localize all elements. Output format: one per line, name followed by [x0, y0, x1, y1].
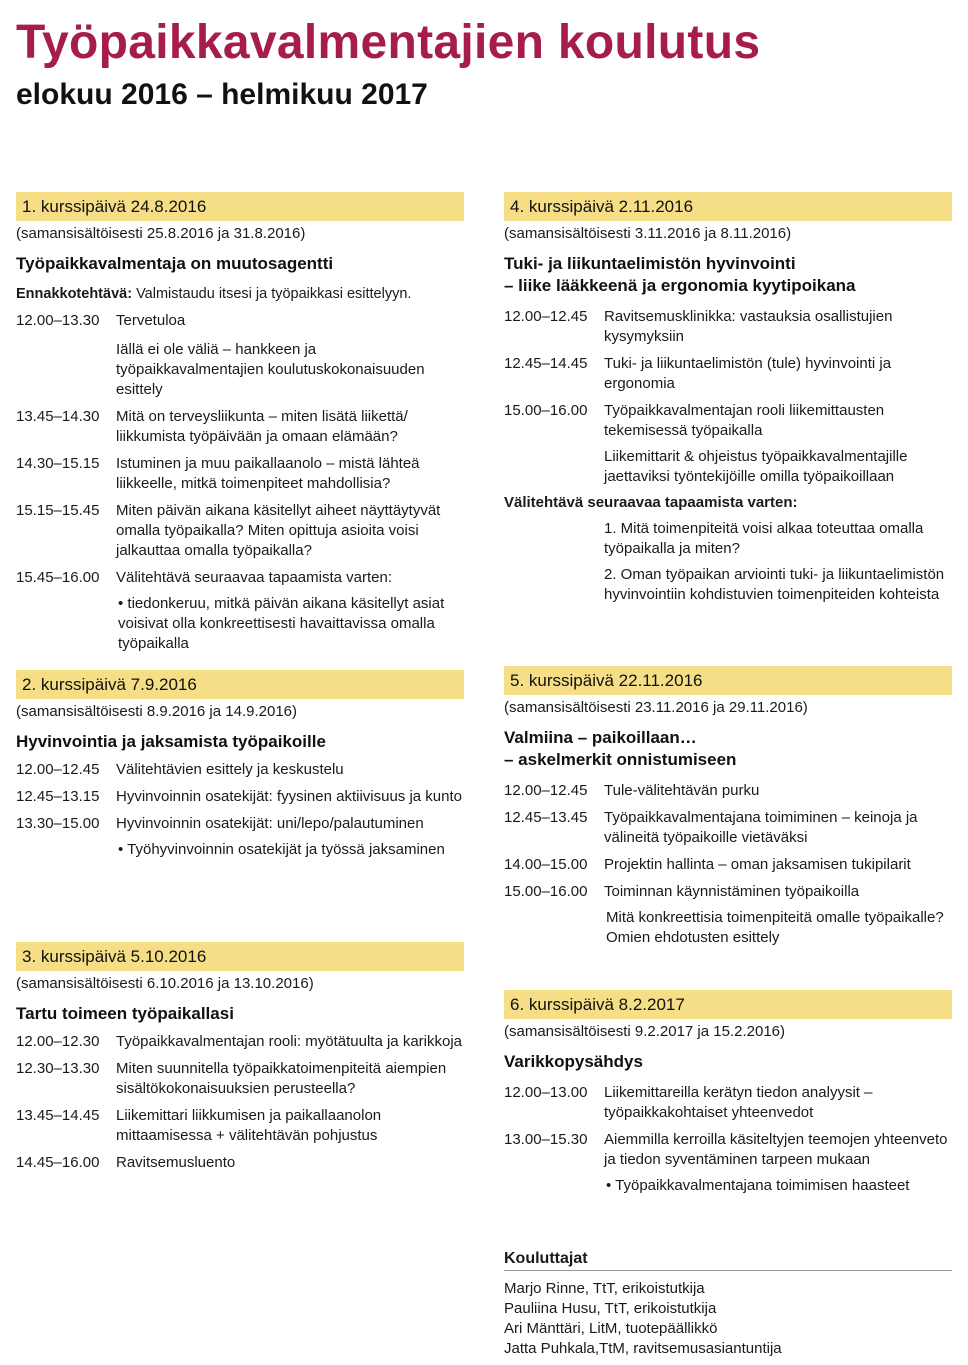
schedule-row	[16, 760, 464, 780]
row-text: Projektin hallinta – oman jaksamisen tukipilarit	[604, 856, 911, 873]
row-text: Tervetuloa	[116, 312, 186, 329]
day-heading-line: – liike lääkkeenä ja ergonomia kyytipoikana	[504, 276, 856, 295]
row-text: Liikemittari liikkumisen ja paikallaanolon mittaamisessa + välitehtävän pohjustus	[116, 1107, 382, 1144]
bullet-item: • Työpaikkavalmentajana toimimisen haasteet	[606, 1177, 910, 1194]
schedule-row	[16, 311, 464, 331]
trainer-name: Marjo Rinne, TtT, erikoistutkija	[504, 1280, 705, 1297]
bullet-item: • tiedonkeruu, mitkä päivän aikana käsitellyt asiat voisivat olla konkreettisesti havaittavissa omalla työpaikalla	[118, 595, 445, 652]
day-alternatives: (samansisältöisesti 9.2.2017 ja 15.2.2016)	[504, 1023, 786, 1040]
row-time: 15.45–16.00	[16, 569, 100, 586]
schedule-row	[504, 1130, 952, 1170]
row-text: Työpaikkavalmentajana toimiminen – keinoja ja välineitä työpaikoille vietäväksi	[604, 809, 918, 846]
assignment-heading: Välitehtävä seuraavaa tapaamista varten:	[504, 494, 798, 511]
schedule-row	[16, 501, 464, 561]
row-text: Ravitsemusklinikka: vastauksia osallistujien kysymyksiin	[604, 308, 893, 345]
row-text: Hyvinvoinnin osatekijät: uni/lepo/palautuminen	[116, 815, 424, 832]
day-heading: Työpaikkavalmentaja on muutosagentti	[16, 254, 334, 273]
schedule-row	[504, 781, 952, 801]
row-text: Istuminen ja muu paikallaanolo – mistä lähteä liikkeelle, mitkä toimenpiteet mahdollisia?	[116, 455, 420, 492]
schedule-row	[16, 814, 464, 834]
day-alternatives: (samansisältöisesti 23.11.2016 ja 29.11.2016)	[504, 699, 808, 716]
row-text: Työpaikkavalmentajan rooli: myötätuulta ja karikkoja	[116, 1033, 463, 1050]
row-time: 13.00–15.30	[504, 1131, 588, 1148]
row-time: 12.00–12.30	[16, 1033, 100, 1050]
row-text: Tule-välitehtävän purku	[604, 782, 760, 799]
course-day-4	[504, 192, 952, 605]
day-bar: 6. kurssipäivä 8.2.2017	[504, 990, 952, 1019]
note-text: Liikemittarit & ohjeistus työpaikkavalmentajille jaettaviksi työntekijöille omilla työpaikoillaan	[604, 448, 908, 485]
row-text: Aiemmilla kerroilla käsiteltyjen teemojen yhteenveto ja tiedon syventäminen tarpeen mukaan	[604, 1131, 948, 1168]
schedule-row	[16, 1059, 464, 1099]
schedule-row	[504, 307, 952, 347]
pre-assignment-label: Ennakkotehtävä:	[16, 286, 133, 302]
course-day-3	[16, 942, 464, 1173]
schedule-row	[504, 401, 952, 441]
schedule-row	[16, 1032, 464, 1052]
schedule-row	[504, 808, 952, 848]
day-bar: 5. kurssipäivä 22.11.2016	[504, 666, 952, 695]
schedule-row	[16, 1106, 464, 1146]
day-heading-line: Valmiina – paikoillaan…	[504, 728, 697, 747]
row-text: Iällä ei ole väliä – hankkeen ja työpaikkavalmentajien koulutuskokonaisuuden esittely	[116, 341, 425, 398]
day-heading: Tartu toimeen työpaikallasi	[16, 1004, 234, 1023]
row-text: Toiminnan käynnistäminen työpaikoilla	[604, 883, 860, 900]
schedule-row	[16, 407, 464, 447]
day-heading-line: Tuki- ja liikuntaelimistön hyvinvointi	[504, 254, 796, 273]
pre-assignment	[16, 284, 464, 304]
row-time: 12.00–13.30	[16, 312, 100, 329]
bullet-item: • Työhyvinvoinnin osatekijät ja työssä jaksaminen	[118, 841, 445, 858]
row-text: Miten päivän aikana käsitellyt aiheet näyttäytyvät omalla työpaikalla? Miten opittuja asioita voisi jalkauttaa omalla työpaikalla?	[116, 502, 441, 559]
row-time: 14.00–15.00	[504, 856, 588, 873]
course-day-5	[504, 666, 952, 948]
course-day-2	[16, 670, 464, 860]
row-time: 15.00–16.00	[504, 402, 588, 419]
row-time: 12.00–12.45	[16, 761, 100, 778]
day-heading-line: – askelmerkit onnistumiseen	[504, 750, 737, 769]
row-time: 15.00–16.00	[504, 883, 588, 900]
trainers-heading: Kouluttajat	[504, 1250, 588, 1267]
day-alternatives: (samansisältöisesti 6.10.2016 ja 13.10.2016)	[16, 975, 314, 992]
pre-assignment-text: Valmistaudu itsesi ja työpaikkasi esittelyyn.	[132, 286, 412, 302]
row-text: Tuki- ja liikuntaelimistön (tule) hyvinvointi ja ergonomia	[604, 355, 892, 392]
row-text: Ravitsemusluento	[116, 1154, 236, 1171]
row-text: Mitä on terveysliikunta – miten lisätä liikettä/ liikkumista työpäivään ja omaan elämään?	[116, 408, 408, 445]
row-time: 14.45–16.00	[16, 1154, 100, 1171]
row-time: 12.45–14.45	[504, 355, 588, 372]
row-time: 12.00–13.00	[504, 1084, 588, 1101]
day-heading: Varikkopysähdys	[504, 1052, 643, 1071]
row-time: 12.45–13.45	[504, 809, 588, 826]
day-heading	[504, 253, 952, 297]
day-bar: 3. kurssipäivä 5.10.2016	[16, 942, 464, 971]
schedule-row	[504, 354, 952, 394]
assignment-item: 2. Oman työpaikan arviointi tuki- ja liikuntaelimistön hyvinvointiin kohdistuvien toimenpiteiden kohteista	[604, 566, 945, 603]
note-text: Mitä konkreettisia toimenpiteitä omalle työpaikalle? Omien ehdotusten esittely	[606, 909, 944, 946]
row-time: 15.15–15.45	[16, 502, 100, 519]
row-time: 13.45–14.45	[16, 1107, 100, 1124]
row-time: 13.45–14.30	[16, 408, 100, 425]
row-time: 12.00–12.45	[504, 782, 588, 799]
row-text: Hyvinvoinnin osatekijät: fyysinen aktiivisuus ja kunto	[116, 788, 463, 805]
row-text: Työpaikkavalmentajan rooli liikemittausten tekemisessä työpaikalla	[604, 402, 885, 439]
row-text: Välitehtävien esittely ja keskustelu	[116, 761, 344, 778]
schedule-row	[16, 568, 464, 588]
schedule-row	[504, 855, 952, 875]
day-alternatives: (samansisältöisesti 25.8.2016 ja 31.8.2016)	[16, 225, 306, 242]
schedule-row	[16, 787, 464, 807]
day-alternatives: (samansisältöisesti 3.11.2016 ja 8.11.2016)	[504, 225, 792, 242]
schedule-row	[16, 1153, 464, 1173]
assignment-item: 1. Mitä toimenpiteitä voisi alkaa toteuttaa omalla työpaikalla ja miten?	[604, 520, 924, 557]
day-bar: 2. kurssipäivä 7.9.2016	[16, 670, 464, 699]
trainer-name: Jatta Puhkala,TtM, ravitsemusasiantuntija	[504, 1340, 782, 1357]
schedule-row	[16, 454, 464, 494]
schedule-row	[16, 340, 464, 400]
page-title: Työpaikkavalmentajien koulutus	[16, 16, 761, 69]
row-time	[16, 340, 116, 400]
row-time: 14.30–15.15	[16, 455, 100, 472]
trainer-name: Pauliina Husu, TtT, erikoistutkija	[504, 1300, 717, 1317]
page-subtitle: elokuu 2016 – helmikuu 2017	[16, 78, 428, 111]
row-text: Liikemittareilla kerätyn tiedon analyysit – työpaikkakohtaiset yhteenvedot	[604, 1084, 873, 1121]
day-heading	[504, 727, 952, 771]
schedule-row	[504, 882, 952, 902]
trainers-list	[504, 1279, 952, 1359]
row-time: 12.45–13.15	[16, 788, 100, 805]
row-text: Miten suunnitella työpaikkatoimenpiteitä aiempien sisältökokonaisuuksien perusteella?	[116, 1060, 447, 1097]
row-time: 12.30–13.30	[16, 1060, 100, 1077]
trainers-divider	[504, 1270, 952, 1271]
row-text: Välitehtävä seuraavaa tapaamista varten:	[116, 569, 392, 586]
row-time: 12.00–12.45	[504, 308, 588, 325]
day-heading: Hyvinvointia ja jaksamista työpaikoille	[16, 732, 326, 751]
course-day-1	[16, 192, 464, 654]
schedule-row	[504, 1083, 952, 1123]
course-day-6	[504, 990, 952, 1196]
trainer-name: Ari Mänttäri, LitM, tuotepäällikkö	[504, 1320, 718, 1337]
row-time: 13.30–15.00	[16, 815, 100, 832]
day-bar: 1. kurssipäivä 24.8.2016	[16, 192, 464, 221]
day-bar: 4. kurssipäivä 2.11.2016	[504, 192, 952, 221]
day-alternatives: (samansisältöisesti 8.9.2016 ja 14.9.2016)	[16, 703, 298, 720]
trainers-section	[504, 1248, 952, 1359]
